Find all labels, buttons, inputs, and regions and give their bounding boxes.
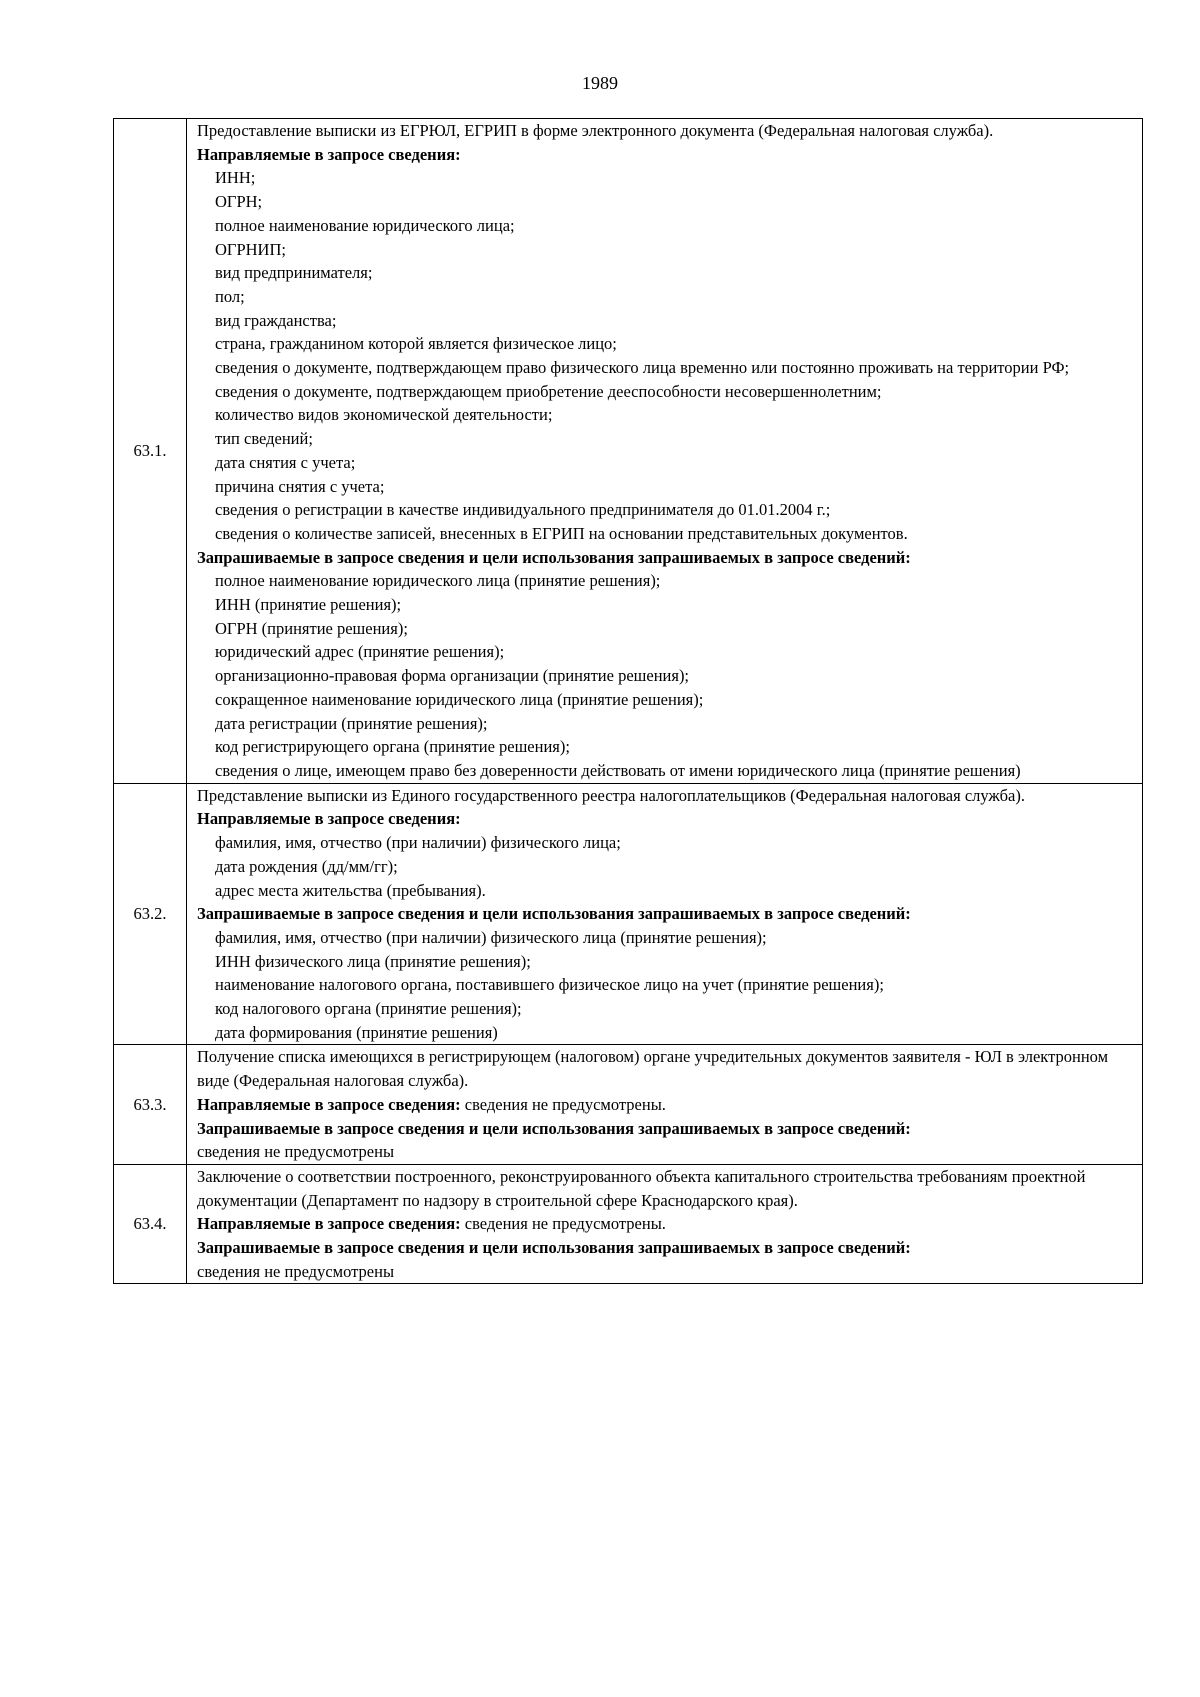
requested-item: код налогового органа (принятие решения);: [215, 999, 522, 1019]
requested-item: полное наименование юридического лица (принятие решения);: [215, 571, 661, 591]
requested-data-heading: Запрашиваемые в запросе сведения и цели использования запрашиваемых в запросе сведений:: [197, 904, 911, 924]
requested-item: сокращенное наименование юридического лица (принятие решения);: [215, 689, 704, 709]
sent-item: страна, гражданином которой является физическое лицо;: [215, 334, 617, 354]
requested-data-heading: Запрашиваемые в запросе сведения и цели использования запрашиваемых в запросе сведений:: [197, 1118, 911, 1138]
service-description: Получение списка имеющихся в регистрирующем (налоговом) органе учредительных документов заявителя - ЮЛ в электронном виде (Федеральная налоговая служба).: [197, 1047, 1109, 1091]
row-content: [187, 783, 1143, 1045]
requested-item: наименование налогового органа, поставившего физическое лицо на учет (принятие решения);: [215, 975, 884, 995]
requested-data-text: сведения не предусмотрены: [197, 1142, 395, 1162]
table-row: [114, 1164, 1143, 1284]
sent-item: количество видов экономической деятельности;: [215, 405, 553, 425]
requested-item: ИНН (принятие решения);: [215, 595, 402, 615]
requested-data-heading: Запрашиваемые в запросе сведения и цели использования запрашиваемых в запросе сведений:: [197, 1238, 911, 1258]
sent-item: вид предпринимателя;: [215, 263, 373, 283]
requested-item: юридический адрес (принятие решения);: [215, 642, 505, 662]
requested-item: организационно-правовая форма организации (принятие решения);: [215, 666, 690, 686]
sent-item: ОГРН;: [215, 192, 263, 212]
sent-data-text: сведения не предусмотрены.: [464, 1214, 666, 1234]
requested-item: сведения о лице, имеющем право без доверенности действовать от имени юридического лица (принятие решения): [215, 760, 1021, 780]
requested-data-heading: Запрашиваемые в запросе сведения и цели использования запрашиваемых в запросе сведений:: [197, 547, 911, 567]
service-description: Заключение о соответствии построенного, реконструированного объекта капитального строительства требованиям проектной документации (Департамент по надзору в строительной сфере Краснодарского края).: [197, 1166, 1086, 1210]
row-content: [187, 1045, 1143, 1165]
sent-item: причина снятия с учета;: [215, 476, 385, 496]
row-content: [187, 1164, 1143, 1284]
sent-data-heading: Направляемые в запросе сведения:: [197, 809, 461, 829]
requested-item: ОГРН (принятие решения);: [215, 618, 408, 638]
requested-data-text: сведения не предусмотрены: [197, 1261, 395, 1281]
requested-item: код регистрирующего органа (принятие решения);: [215, 737, 570, 757]
sent-data-heading: Направляемые в запросе сведения:: [197, 144, 461, 164]
requested-item: ИНН физического лица (принятие решения);: [215, 951, 531, 971]
row-number: 63.4.: [114, 1164, 187, 1284]
page-number: 1989: [582, 73, 618, 93]
row-number: 63.2.: [114, 783, 187, 1045]
sent-item: сведения о документе, подтверждающем право физического лица временно или постоянно проживать на территории РФ;: [215, 358, 1070, 378]
sent-item: ИНН;: [215, 168, 256, 188]
service-description: Представление выписки из Единого государственного реестра налогоплательщиков (Федеральная налоговая служба).: [197, 785, 1025, 805]
services-table: [113, 118, 1143, 1284]
row-number: 63.3.: [114, 1045, 187, 1165]
sent-item: полное наименование юридического лица;: [215, 215, 515, 235]
sent-data-heading: Направляемые в запросе сведения:: [197, 1094, 461, 1114]
sent-item: тип сведений;: [215, 429, 313, 449]
sent-item: адрес места жительства (пребывания).: [215, 880, 486, 900]
row-content: [187, 119, 1143, 784]
table-row: [114, 783, 1143, 1045]
requested-item: дата формирования (принятие решения): [215, 1022, 498, 1042]
requested-item: дата регистрации (принятие решения);: [215, 713, 488, 733]
sent-item: ОГРНИП;: [215, 239, 286, 259]
sent-item: пол;: [215, 286, 245, 306]
row-number: 63.1.: [114, 119, 187, 784]
sent-item: дата рождения (дд/мм/гг);: [215, 856, 398, 876]
sent-item: вид гражданства;: [215, 310, 337, 330]
sent-item: сведения о количестве записей, внесенных в ЕГРИП на основании представительных документов.: [215, 523, 908, 543]
table-row: [114, 1045, 1143, 1165]
sent-item: сведения о регистрации в качестве индивидуального предпринимателя до 01.01.2004 г.;: [215, 500, 831, 520]
sent-item: дата снятия с учета;: [215, 452, 356, 472]
sent-data-text: сведения не предусмотрены.: [464, 1094, 666, 1114]
sent-data-heading: Направляемые в запросе сведения:: [197, 1214, 461, 1234]
sent-item: сведения о документе, подтверждающем приобретение дееспособности несовершеннолетним;: [215, 381, 882, 401]
table-row: [114, 119, 1143, 784]
service-description: Предоставление выписки из ЕГРЮЛ, ЕГРИП в форме электронного документа (Федеральная налоговая служба).: [197, 121, 994, 140]
requested-item: фамилия, имя, отчество (при наличии) физического лица (принятие решения);: [215, 927, 767, 947]
sent-item: фамилия, имя, отчество (при наличии) физического лица;: [215, 833, 621, 853]
